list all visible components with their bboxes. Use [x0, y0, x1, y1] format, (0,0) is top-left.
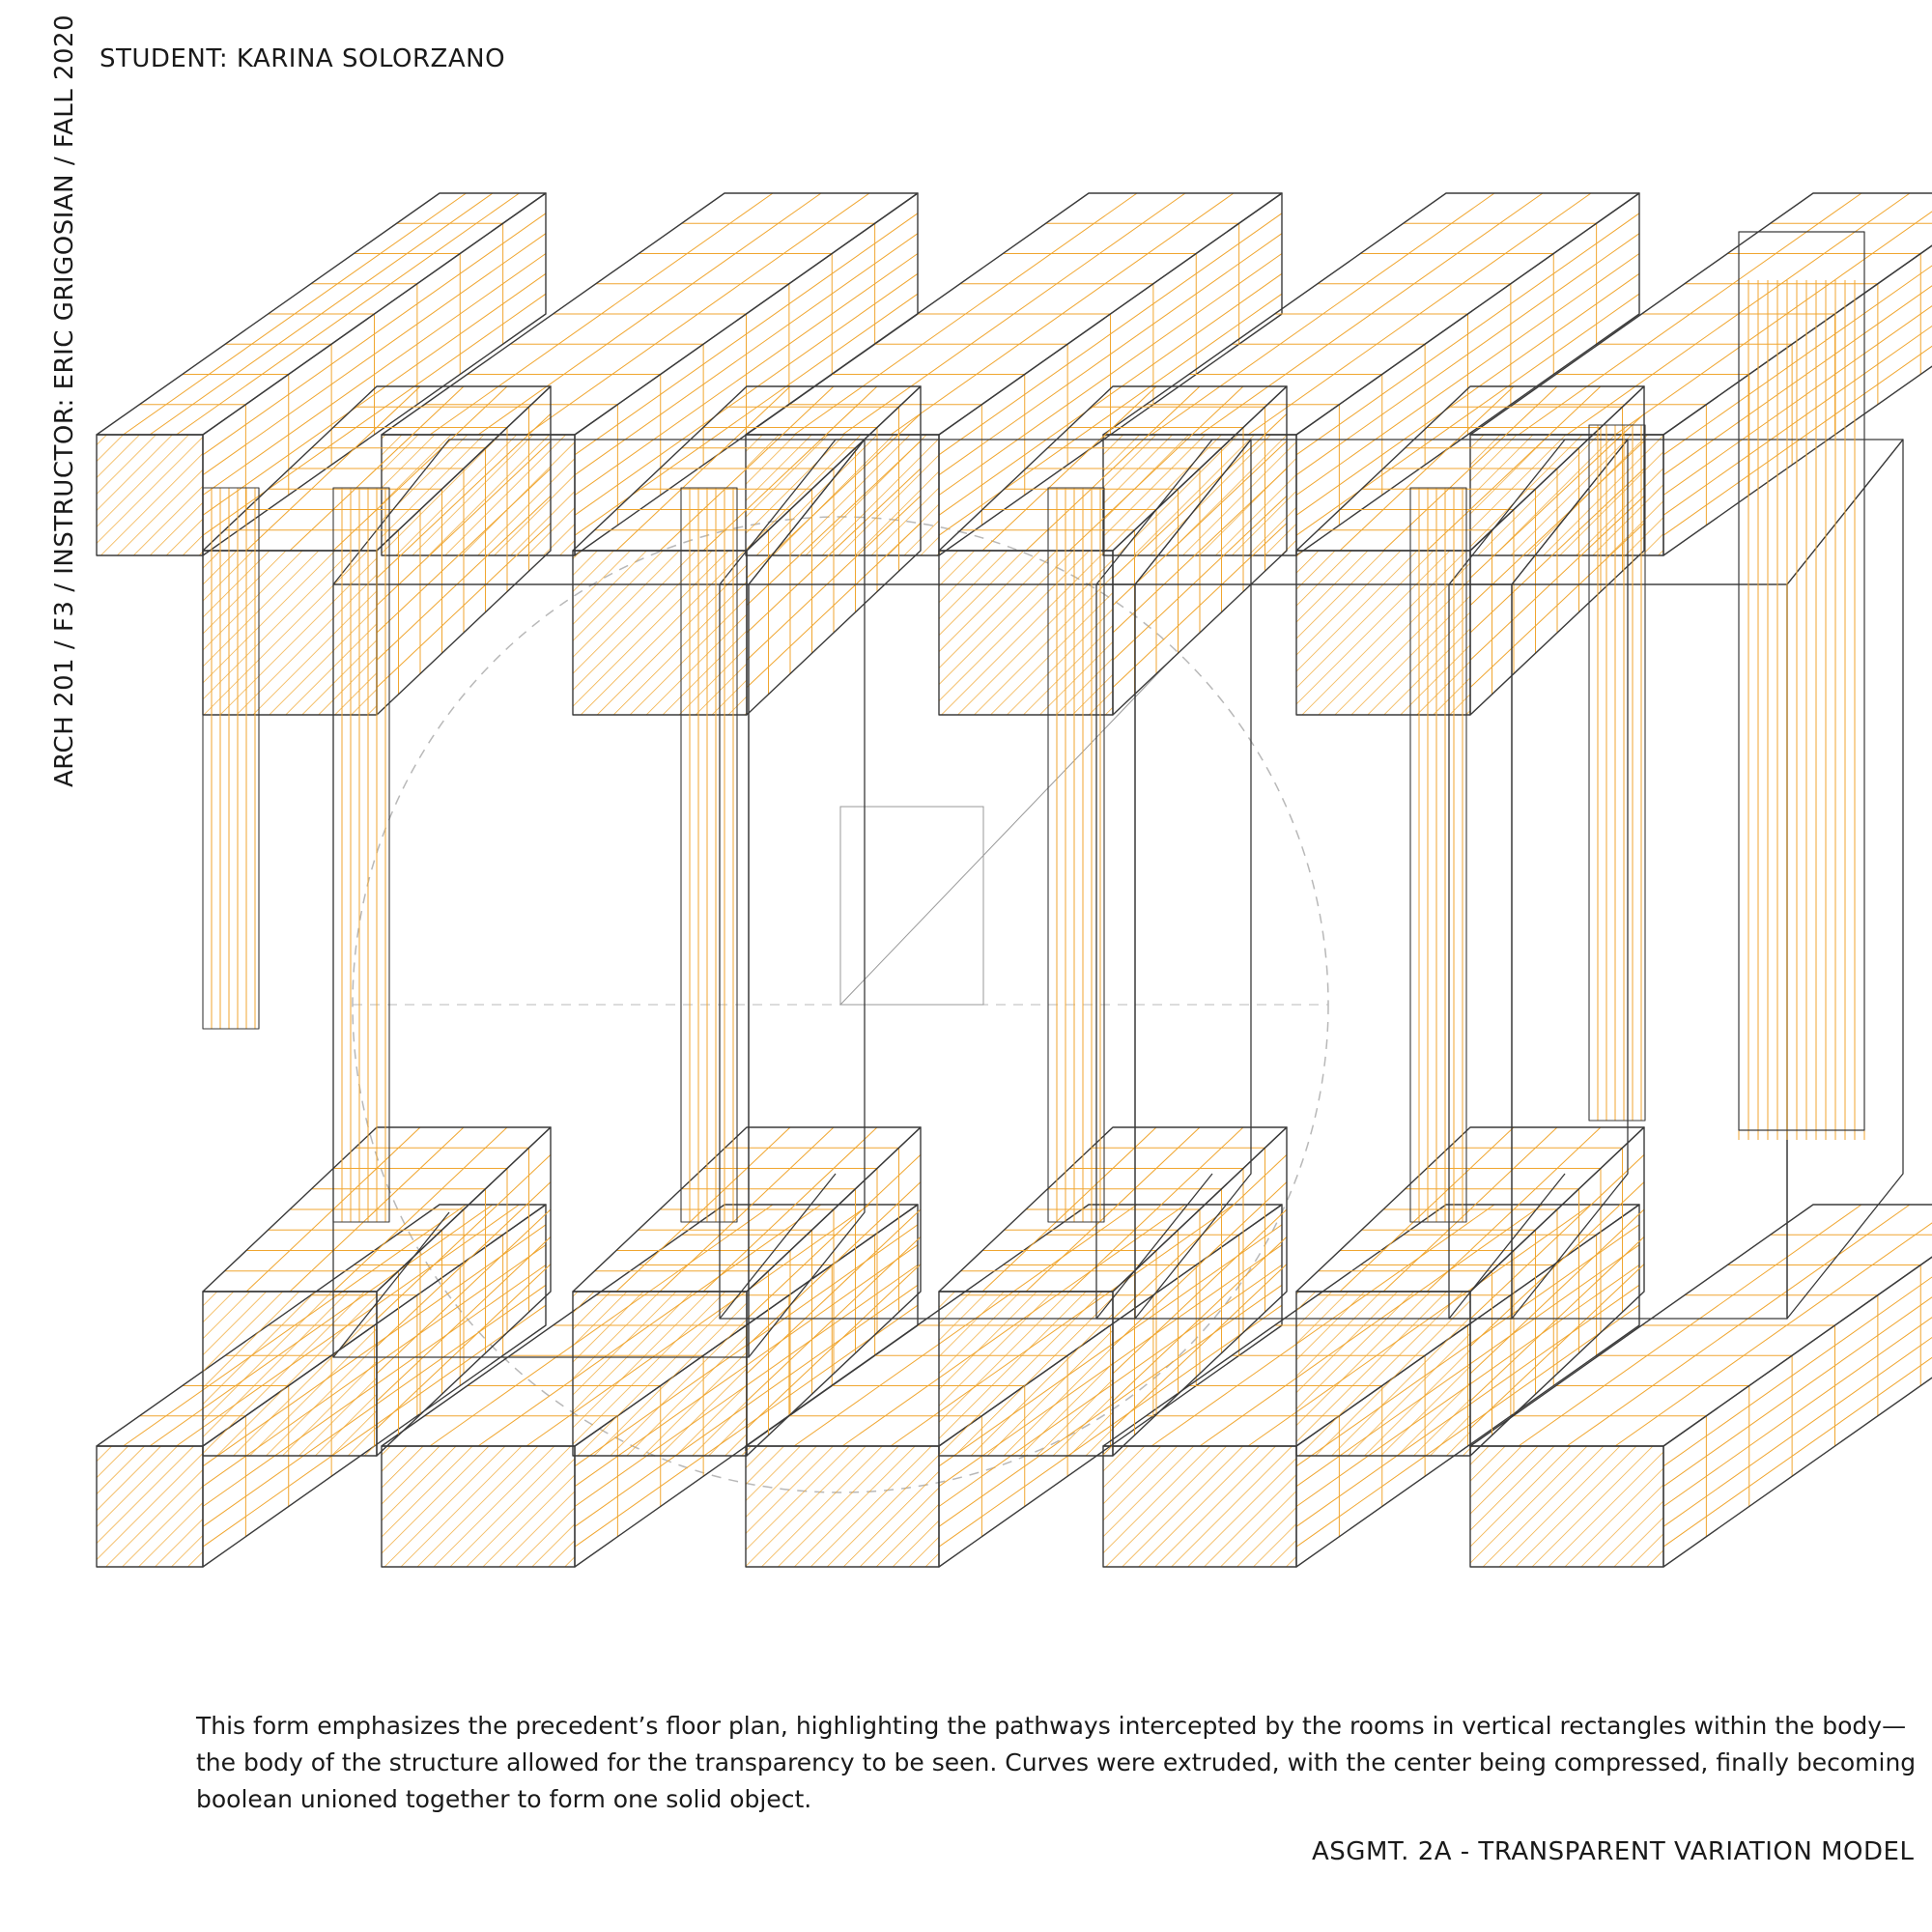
description-line: boolean unioned together to form one solid object.: [196, 1785, 812, 1813]
description-line: This form emphasizes the precedent’s floor plan, highlighting the pathways intercepted by the rooms in vertical rectangles within the body—: [196, 1712, 1907, 1740]
lower-cube: [939, 1127, 1287, 1456]
project-description: [196, 1708, 1917, 1818]
description-line: the body of the structure allowed for the transparency to be seen. Curves were extruded, with the center being compressed, finally becoming: [196, 1748, 1917, 1776]
lower-cube: [573, 1127, 921, 1456]
guide-circle: [353, 517, 1328, 1492]
assignment-title: ASGMT. 2A - TRANSPARENT VARIATION MODEL: [1312, 1837, 1915, 1866]
vertical-frames: [333, 440, 1903, 1357]
top-bar: [1470, 193, 1932, 555]
right-cage: [1739, 232, 1864, 1140]
course-info: ARCH 201 / F3 / INSTRUCTOR: ERIC GRIGOSIAN / FALL 2020: [50, 14, 79, 787]
student-name: STUDENT: KARINA SOLORZANO: [99, 44, 506, 73]
bottom-bar: [1470, 1205, 1932, 1567]
horizontal-bars: [97, 193, 1932, 1567]
